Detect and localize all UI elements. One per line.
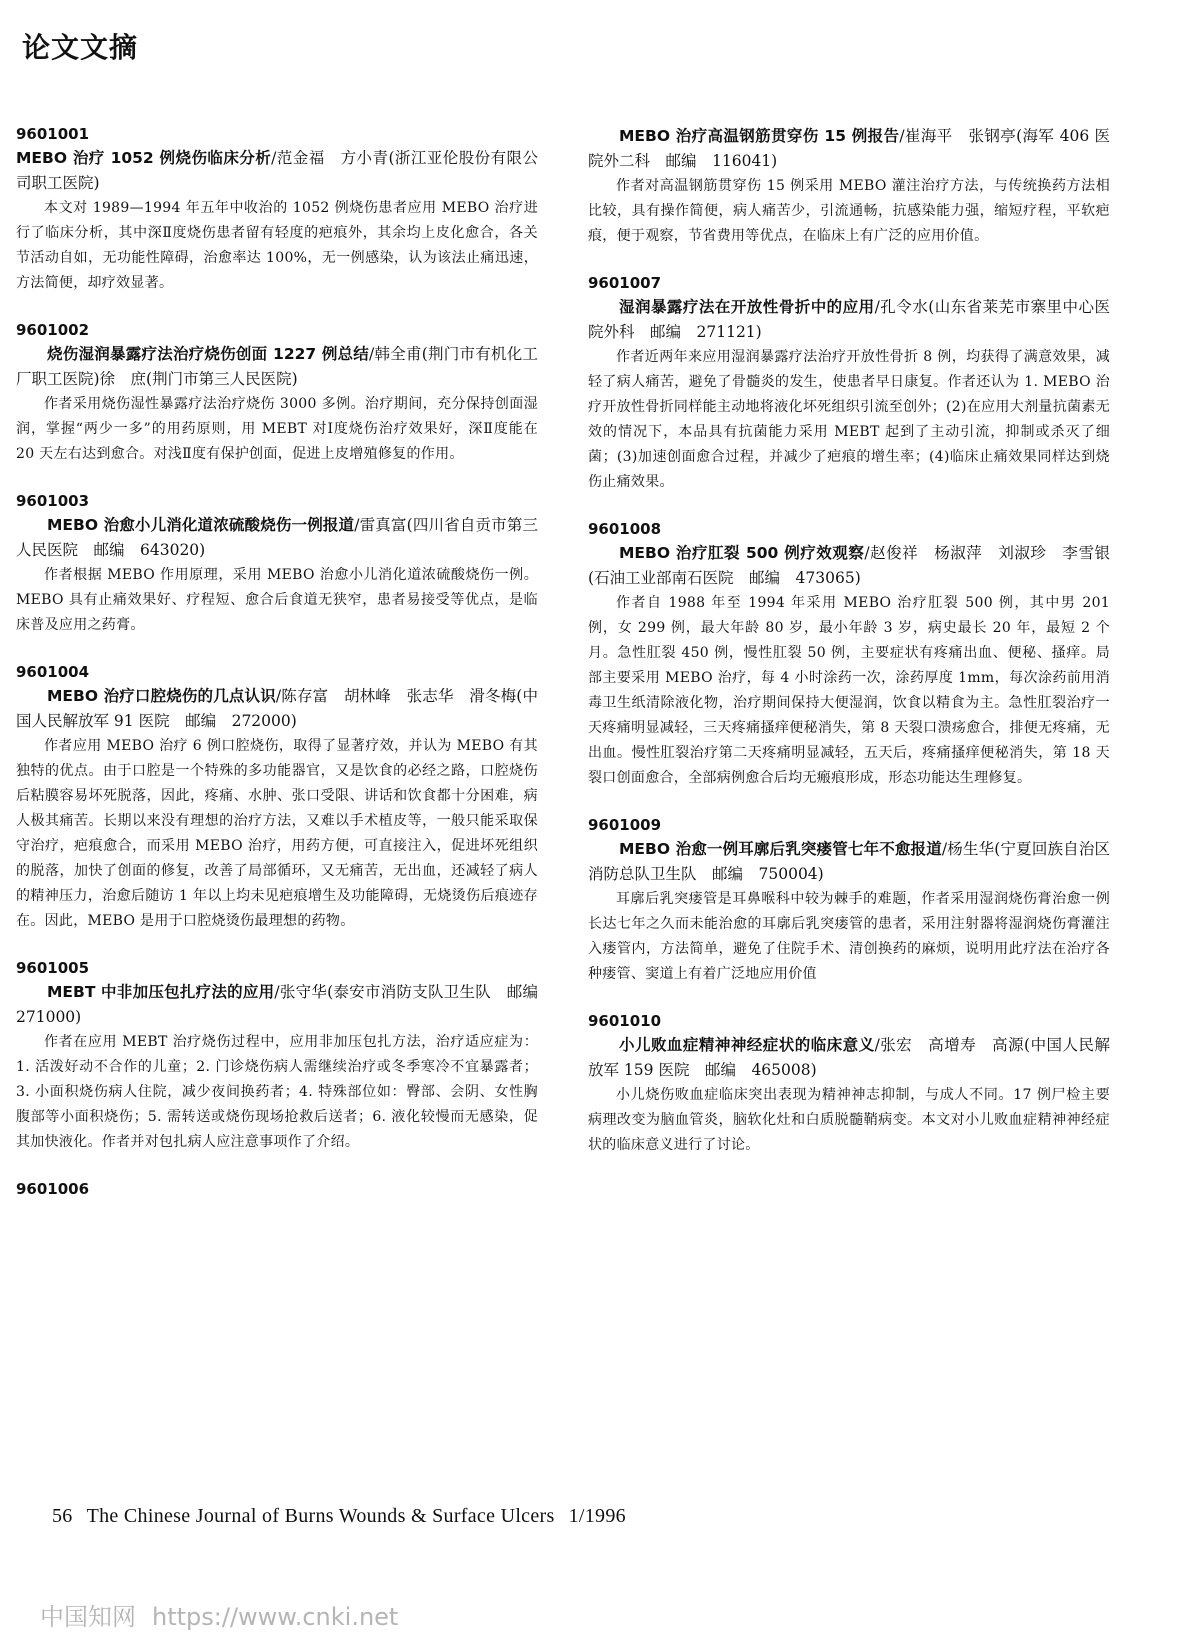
entry-authors: /雷真富(四川省自贡市第三人民医院 邮编 643020) [16, 516, 538, 559]
entry-heading [588, 124, 1110, 174]
entry-title: MEBO 治疗 1052 例烧伤临床分析 [16, 149, 272, 167]
entry-authors: /杨生华(宁夏回族自治区消防总队卫生队 邮编 750004) [588, 840, 1110, 883]
cnki-watermark [40, 1597, 398, 1632]
entry-title: MEBO 治愈小儿消化道浓硫酸烧伤一例报道 [47, 516, 355, 534]
entry-body: 作者根据 MEBO 作用原理，采用 MEBO 治愈小儿消化道浓硫酸烧伤一例。MEBO 具有止痛效果好、疗程短、愈合后食道无狭窄，患者易接受等优点，是临床普及应用之药膏。 [16, 567, 538, 633]
abstract-entry [588, 815, 1110, 987]
entry-id: 9601007 [588, 274, 662, 292]
entry-heading [588, 541, 1110, 591]
entry-heading [588, 837, 1110, 887]
entry-title: 小儿败血症精神神经症状的临床意义 [619, 1036, 875, 1054]
entry-authors: /张宏 高增寿 高源(中国人民解放军 159 医院 邮编 465008) [588, 1036, 1110, 1079]
entry-title: MEBO 治疗肛裂 500 例疗效观察 [619, 544, 865, 562]
abstract-entry [16, 662, 538, 934]
entry-heading [588, 295, 1110, 345]
entry-body: 作者对高温钢筋贯穿伤 15 例采用 MEBO 灌注治疗方法，与传统换药方法相比较，具有操作简便，病人痛苦少，引流通畅，抗感染能力强，缩短疗程，平软疤痕，便于观察，节省费用等优点，在临床上有广泛的应用价值。 [588, 178, 1110, 244]
abstract-entry [16, 124, 538, 296]
entry-id: 9601008 [588, 520, 662, 538]
entry-authors: /孔令水(山东省莱芜市寨里中心医院外科 邮编 271121) [588, 298, 1110, 341]
left-column [16, 124, 554, 1223]
journal-name: The Chinese Journal of Burns Wounds & Surface Ulcers [86, 1505, 555, 1527]
page-number: 56 [52, 1505, 73, 1527]
entry-title: 湿润暴露疗法在开放性骨折中的应用 [619, 298, 875, 316]
abstract-entry-continued [588, 124, 1110, 249]
entry-id: 9601001 [16, 125, 90, 143]
entry-authors: /张守华(泰安市消防支队卫生队 邮编 271000) [16, 983, 554, 1026]
abstract-entry [16, 320, 538, 467]
entry-title: MEBT 中非加压包扎疗法的应用 [47, 983, 275, 1001]
entry-authors: /韩全甫(荆门市有机化工厂职工医院)徐 庶(荆门市第三人民医院) [16, 345, 538, 388]
abstract-entry [588, 519, 1110, 791]
entry-body: 作者采用烧伤湿性暴露疗法治疗烧伤 3000 多例。治疗期间，充分保持创面湿润，掌握“两少一多”的用药原则，用 MEBT 对Ⅰ度烧伤治疗效果好，深Ⅱ度能在 20 天左右达到愈合。对浅Ⅱ度有保护创面，促进上皮增殖修复的作用。 [16, 396, 538, 462]
entry-body: 作者自 1988 年至 1994 年采用 MEBO 治疗肛裂 500 例，其中男 201 例，女 299 例，最大年龄 80 岁，最小年龄 3 岁，病史最长 20 年，最短 2 个月。急性肛裂 450 例，慢性肛裂 50 例，主要症状有疼痛出血、便秘、搔痒。局部主要采用 MEBO 治疗，每 4 小时涂药一次，涂药厚度 1mm，每次涂药前用消毒卫生纸清除液化物，治疗期间保持大便湿润，饮食以精食为主。急性肛裂治疗一天疼痛明显减轻，三天疼痛搔痒便秘消失，第 8 天裂口溃疡愈合，排便无疼痛，无出血。慢性肛裂治疗第二天疼痛明显减轻，五天后，疼痛搔痒便秘消失，第 18 天裂口创面愈合，全部病例愈合后均无瘢痕形成，形态功能达生理修复。 [588, 595, 1110, 786]
abstract-entry [16, 1179, 538, 1199]
right-column [588, 124, 1110, 1182]
entry-title: MEBO 治愈一例耳廓后乳突瘘管七年不愈报道 [619, 840, 942, 858]
entry-id: 9601005 [16, 959, 90, 977]
page-footer [52, 1505, 640, 1528]
entry-body: 本文对 1989—1994 年五年中收治的 1052 例烧伤患者应用 MEBO 治疗进行了临床分析，其中深Ⅱ度烧伤患者留有轻度的疤痕外，其余均上皮化愈合，各关节活动自如，无功能性障碍，治愈率达 100%，无一例感染，认为该法止痛迅速，方法简便，却疗效显著。 [16, 200, 538, 291]
entry-heading [16, 342, 538, 392]
entry-title: MEBO 治疗高温钢筋贯穿伤 15 例报告 [619, 127, 900, 145]
entry-heading [588, 1033, 1110, 1083]
entry-body: 小儿烧伤败血症临床突出表现为精神神志抑制，与成人不同。17 例尸检主要病理改变为脑血管炎，脑软化灶和白质脱髓鞘病变。本文对小儿败血症精神神经症状的临床意义进行了讨论。 [588, 1087, 1110, 1153]
entry-id: 9601004 [16, 663, 90, 681]
entry-title: 烧伤湿润暴露疗法治疗烧伤创面 1227 例总结 [47, 345, 370, 363]
entry-heading [16, 980, 554, 1030]
entry-heading [16, 684, 538, 734]
entry-body: 作者近两年来应用湿润暴露疗法治疗开放性骨折 8 例，均获得了满意效果，减轻了病人痛苦，避免了骨髓炎的发生，使患者早日康复。作者还认为 1. MEBO 治疗开放性骨折同样能主动地将液化坏死组织引流至创外；(2)在应用大剂量抗菌素无效的情况下，本品具有抗菌能力采用 MEBT 起到了主动引流，抑制或杀灭了细菌；(3)加速创面愈合过程，并减少了疤痕的增生率；(4)临床止痛效果同样达到烧伤止痛效果。 [588, 349, 1110, 490]
abstract-entry [588, 1011, 1110, 1158]
entry-authors: /崔海平 张钢亭(海军 406 医院外二科 邮编 116041) [588, 127, 1110, 170]
entry-heading [16, 146, 538, 196]
abstract-entry [16, 491, 538, 638]
entry-id: 9601006 [16, 1180, 90, 1198]
watermark-brand: 中国知网 [40, 1603, 136, 1631]
abstract-entry [16, 958, 554, 1155]
entry-body: 作者在应用 MEBT 治疗烧伤过程中，应用非加压包扎方法，治疗适应症为：1. 活泼好动不合作的儿童；2. 门诊烧伤病人需继续治疗或冬季寒冷不宜暴露者；3. 小面积烧伤病人住院，减少夜间换药者；4. 特殊部位如：臀部、会阴、女性胸腹部等小面积烧伤；5. 需转送或烧伤现场抢救后送者；6. 液化较慢而无感染，促其加快液化。作者并对包扎病人应注意事项作了介绍。 [16, 1034, 538, 1150]
entry-id: 9601003 [16, 492, 90, 510]
page-title: 论文文摘 [22, 31, 139, 64]
entry-body: 耳廓后乳突瘘管是耳鼻喉科中较为棘手的难题，作者采用湿润烧伤膏治愈一例长达七年之久而未能治愈的耳廓后乳突瘘管的患者，采用注射器将湿润烧伤膏灌注入瘘管内，方法简单，避免了住院手术、清创换药的麻烦，说明用此疗法在治疗各种瘘管、窦道上有着广泛地应用价值 [588, 891, 1110, 982]
abstract-entry [588, 273, 1110, 495]
watermark-url: https://www.cnki.net [152, 1603, 399, 1631]
entry-id: 9601010 [588, 1012, 662, 1030]
journal-issue: 1/1996 [568, 1505, 626, 1527]
entry-body: 作者应用 MEBO 治疗 6 例口腔烧伤，取得了显著疗效，并认为 MEBO 有其独特的优点。由于口腔是一个特殊的多功能器官，又是饮食的必经之路，口腔烧伤后粘膜容易坏死脱落，因此，疼痛、水肿、张口受限、讲话和饮食都十分困难，病人极其痛苦。长期以来没有理想的治疗方法，又难以手术植皮等，一般只能采取保守治疗，疤痕愈合，而采用 MEBO 治疗，用药方便，可直接注入，促进坏死组织的脱落，加快了创面的修复，改善了局部循环，又无痛苦，无出血，还减轻了病人的精神压力，治愈后随访 1 年以上均未见疤痕增生及功能障碍，无烧烫伤后痕迹存在。因此，MEBO 是用于口腔烧烫伤最理想的药物。 [16, 738, 538, 929]
entry-title: MEBO 治疗口腔烧伤的几点认识 [47, 687, 276, 705]
entry-authors: /陈存富 胡林峰 张志华 滑冬梅(中国人民解放军 91 医院 邮编 272000) [16, 687, 538, 730]
entry-id: 9601002 [16, 321, 90, 339]
entry-authors: /范金福 方小青(浙江亚伦股份有限公司职工医院) [16, 149, 538, 192]
entry-authors: /赵俊祥 杨淑萍 刘淑珍 李雪银(石油工业部南石医院 邮编 473065) [588, 544, 1110, 587]
entry-heading [16, 513, 538, 563]
entry-id: 9601009 [588, 816, 662, 834]
